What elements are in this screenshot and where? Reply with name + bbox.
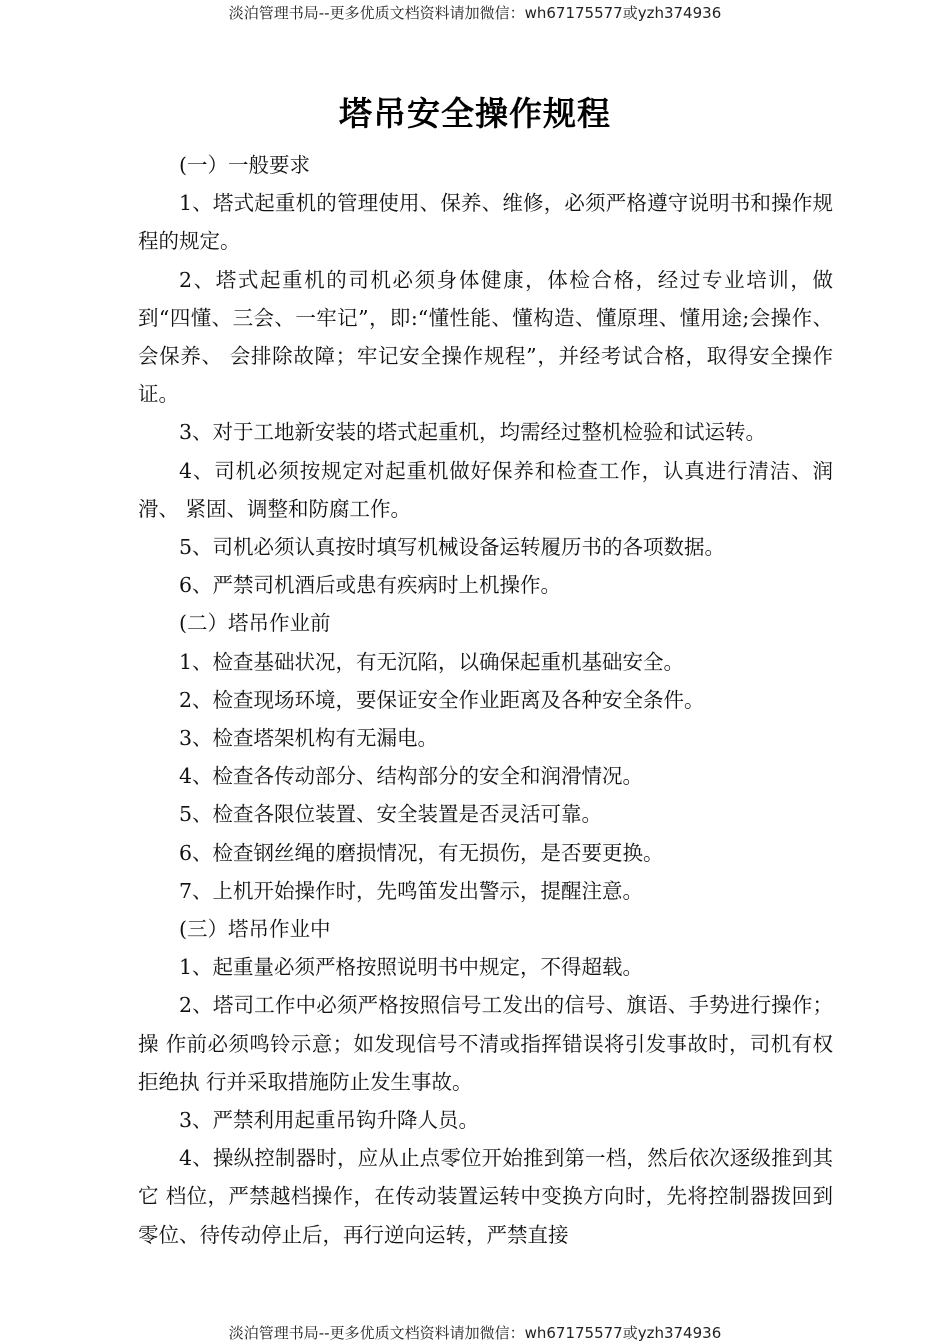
paragraph: 3、严禁利用起重吊钩升降人员。: [179, 1108, 480, 1133]
paragraph: 6、严禁司机酒后或患有疾病时上机操作。: [179, 573, 562, 598]
paragraph: 5、司机必须认真按时填写机械设备运转履历书的各项数据。: [179, 535, 726, 560]
paragraph: 5、检查各限位装置、安全装置是否灵活可靠。: [179, 802, 603, 827]
paragraph: 3、检查塔架机构有无漏电。: [179, 726, 439, 751]
paragraph: 3、对于工地新安装的塔式起重机，均需经过整机检验和试运转。: [179, 420, 767, 445]
section-heading-during-work: (三）塔吊作业中: [179, 917, 331, 942]
section-heading-before-work: (二）塔吊作业前: [179, 611, 331, 636]
paragraph: 2、检查现场环境，要保证安全作业距离及各种安全条件。: [179, 687, 705, 712]
paragraph: 4、操纵控制器时，应从止点零位开始推到第一档，然后依次逐级推到其它 档位，严禁越档操作，在传动装置运转中变换方向时，先将控制器拨回到零位、待传动停止后，再行逆向运转，严禁直接: [138, 1146, 833, 1247]
document-body: [138, 146, 833, 1254]
paragraph: 1、起重量必须严格按照说明书中规定，不得超载。: [179, 955, 644, 980]
page-header: 淡泊管理书局--更多优质文档资料请加微信：wh67175577或yzh374936: [228, 4, 722, 22]
paragraph: 1、检查基础状况，有无沉陷，以确保起重机基础安全。: [179, 649, 685, 674]
paragraph: 2、塔式起重机的司机必须身体健康，体检合格，经过专业培训，做到“四懂、三会、一牢记”，即:“懂性能、懂构造、懂原理、懂用途;会操作、会保养、 会排除故障；牢记安全操作规程”，并经考试合格，取得安全操作证。: [138, 267, 833, 407]
page-footer: 淡泊管理书局--更多优质文档资料请加微信：wh67175577或yzh374936: [228, 1324, 722, 1342]
paragraph: 1、塔式起重机的管理使用、保养、维修，必须严格遵守说明书和操作规程的规定。: [138, 191, 833, 254]
paragraph: 6、检查钢丝绳的磨损情况，有无损伤，是否要更换。: [179, 840, 664, 865]
paragraph: 2、塔司工作中必须严格按照信号工发出的信号、旗语、手势进行操作；操 作前必须鸣铃示意；如发现信号不清或指挥错误将引发事故时，司机有权拒绝执 行并采取措施防止发生事故。: [138, 993, 833, 1094]
paragraph: 4、司机必须按规定对起重机做好保养和检查工作，认真进行清洁、润滑、 紧固、调整和防腐工作。: [138, 458, 833, 521]
paragraph: 4、检查各传动部分、结构部分的安全和润滑情况。: [179, 764, 644, 789]
section-heading-general: (一）一般要求: [179, 153, 310, 177]
paragraph: 7、上机开始操作时，先鸣笛发出警示，提醒注意。: [179, 878, 644, 903]
document-title: 塔吊安全操作规程: [339, 94, 611, 133]
